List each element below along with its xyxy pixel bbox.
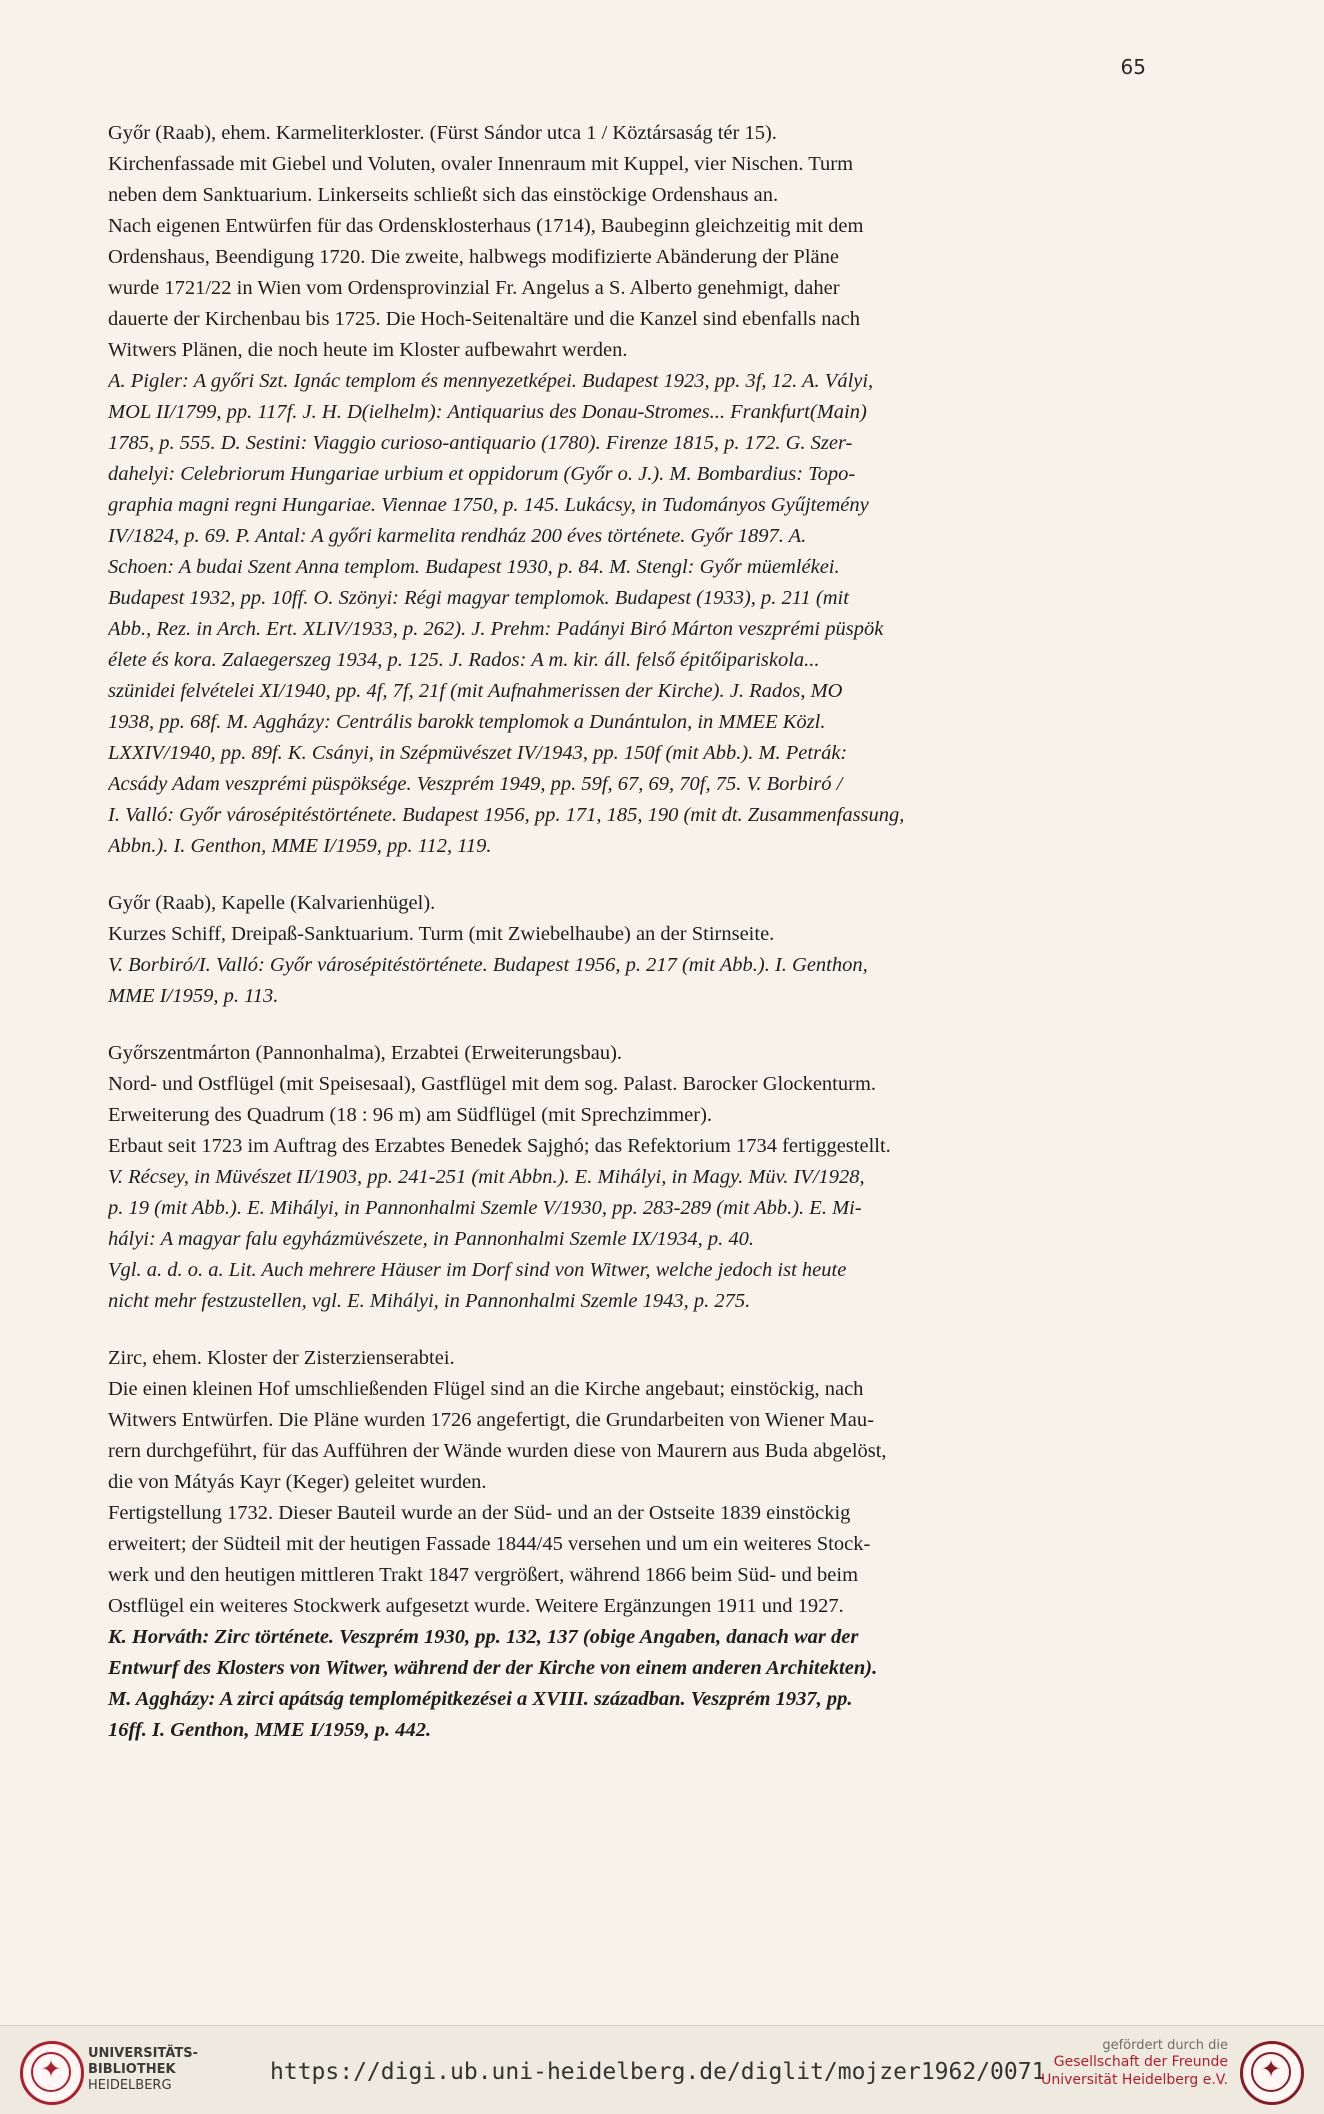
bibliography-line: V. Récsey, in Müvészet II/1903, pp. 241-251 (mit Abbn.). E. Mihályi, in Magy. Müv. IV/1928, xyxy=(108,1166,865,1188)
library-name-line: BIBLIOTHEK xyxy=(88,2062,176,2077)
bibliography-line: graphia magni regni Hungariae. Viennae 1750, p. 145. Lukácsy, in Tudományos Gyűjtemény xyxy=(108,494,869,516)
bibliography-line: dahelyi: Celebriorum Hungariae urbium et oppidorum (Győr o. J.). M. Bombardius: Topo- xyxy=(108,463,856,485)
text-line: die von Mátyás Kayr (Keger) geleitet wurden. xyxy=(108,1471,487,1493)
bibliography-line: Abbn.). I. Genthon, MME I/1959, pp. 112, 119. xyxy=(108,835,492,857)
bibliography-line: A. Pigler: A győri Szt. Ignác templom és mennyezetképei. Budapest 1923, pp. 3f, 12. A. Vályi, xyxy=(108,370,874,392)
page-body xyxy=(108,118,1200,1772)
bibliography-line: IV/1824, p. 69. P. Antal: A győri karmelita rendház 200 éves története. Győr 1897. A. xyxy=(108,525,807,547)
digitization-footer xyxy=(0,2025,1324,2114)
text-line: werk und den heutigen mittleren Trakt 1847 vergrößert, während 1866 beim Süd- und beim xyxy=(108,1564,859,1586)
entry-gyor-karmeliterkloster xyxy=(108,118,1200,862)
text-line: Nord- und Ostflügel (mit Speisesaal), Gastflügel mit dem sog. Palast. Barocker Glockenturm. xyxy=(108,1073,877,1095)
funded-by-text: gefördert durch die xyxy=(1102,2038,1228,2053)
bibliography-line: szünidei felvételei XI/1940, pp. 4f, 7f, 21f (mit Aufnahmerissen der Kirche). J. Rados, MO xyxy=(108,680,843,702)
sponsor-name-line: Gesellschaft der Freunde xyxy=(1053,2054,1228,2070)
text-line: Die einen kleinen Hof umschließenden Flügel sind an die Kirche angebaut; einstöckig, nach xyxy=(108,1378,864,1400)
bibliography-line: 1785, p. 555. D. Sestini: Viaggio curioso-antiquario (1780). Firenze 1815, p. 172. G. Szer- xyxy=(108,432,853,454)
text-line: Győr (Raab), Kapelle (Kalvarienhügel). xyxy=(108,892,436,914)
bibliography-line: Budapest 1932, pp. 10ff. O. Szönyi: Régi magyar templomok. Budapest (1933), p. 211 (mit xyxy=(108,587,849,609)
bibliography-line: V. Borbiró/I. Valló: Győr városépitéstörténete. Budapest 1956, p. 217 (mit Abb.). I. Genthon, xyxy=(108,954,868,976)
bibliography-line: Schoen: A budai Szent Anna templom. Budapest 1930, p. 84. M. Stengl: Győr müemlékei. xyxy=(108,556,840,578)
bibliography-line: MME I/1959, p. 113. xyxy=(108,985,279,1007)
text-line: Nach eigenen Entwürfen für das Ordensklosterhaus (1714), Baubeginn gleichzeitig mit dem xyxy=(108,215,864,237)
bibliography-line: I. Valló: Győr városépitéstörténete. Budapest 1956, pp. 171, 185, 190 (mit dt. Zusammenfassung, xyxy=(108,804,905,826)
text-line: Ostflügel ein weiteres Stockwerk aufgesetzt wurde. Weitere Ergänzungen 1911 und 1927. xyxy=(108,1595,844,1617)
entry-gyorszentmarton xyxy=(108,1038,1200,1317)
bibliography-line: M. Aggházy: A zirci apátság templomépitkezései a XVIII. században. Veszprém 1937, pp. xyxy=(108,1688,853,1710)
library-name-line: HEIDELBERG xyxy=(88,2078,172,2093)
bibliography-line: MOL II/1799, pp. 117f. J. H. D(ielhelm): Antiquarius des Donau-Stromes... Frankfurt(Main) xyxy=(108,401,867,423)
sponsor-name-line: Universität Heidelberg e.V. xyxy=(1041,2072,1228,2088)
bibliography-line: Entwurf des Klosters von Witwer, während der der Kirche von einem anderen Architekten). xyxy=(108,1657,878,1679)
text-line: Ordenshaus, Beendigung 1720. Die zweite, halbwegs modifizierte Abänderung der Pläne xyxy=(108,246,839,268)
text-line: Kirchenfassade mit Giebel und Voluten, ovaler Innenraum mit Kuppel, vier Nischen. Turm xyxy=(108,153,854,175)
bibliography-line: Abb., Rez. in Arch. Ert. XLIV/1933, p. 262). J. Prehm: Padányi Biró Márton veszprémi püspök xyxy=(108,618,884,640)
bibliography-line: nicht mehr festzustellen, vgl. E. Mihályi, in Pannonhalmi Szemle 1943, p. 275. xyxy=(108,1290,751,1312)
text-line: wurde 1721/22 in Wien vom Ordensprovinzial Fr. Angelus a S. Alberto genehmigt, daher xyxy=(108,277,840,299)
bibliography-line: Vgl. a. d. o. a. Lit. Auch mehrere Häuser im Dorf sind von Witwer, welche jedoch ist heute xyxy=(108,1259,847,1281)
bibliography-line: 1938, pp. 68f. M. Aggházy: Centrális barokk templomok a Dunántulon, in MMEE Közl. xyxy=(108,711,826,733)
page-number: 65 xyxy=(1120,55,1146,79)
library-name-line: UNIVERSITÄTS- xyxy=(88,2046,198,2061)
text-line: Győr (Raab), ehem. Karmeliterkloster. (Fürst Sándor utca 1 / Köztársaság tér 15). xyxy=(108,122,777,144)
text-line: Kurzes Schiff, Dreipaß-Sanktuarium. Turm (mit Zwiebelhaube) an der Stirnseite. xyxy=(108,923,775,945)
text-line: Erweiterung des Quadrum (18 : 96 m) am Südflügel (mit Sprechzimmer). xyxy=(108,1104,713,1126)
entry-zirc xyxy=(108,1343,1200,1746)
bibliography-line: élete és kora. Zalaegerszeg 1934, p. 125. J. Rados: A m. kir. áll. felső épitőipariskola... xyxy=(108,649,820,671)
bibliography-line: 16ff. I. Genthon, MME I/1959, p. 442. xyxy=(108,1719,432,1741)
text-line: Witwers Plänen, die noch heute im Kloster aufbewahrt werden. xyxy=(108,339,628,361)
text-line: erweitert; der Südteil mit der heutigen Fassade 1844/45 versehen und um ein weiteres Stock- xyxy=(108,1533,871,1555)
bibliography-line: K. Horváth: Zirc története. Veszprém 1930, pp. 132, 137 (obige Angaben, danach war der xyxy=(108,1626,859,1648)
text-line: Győrszentmárton (Pannonhalma), Erzabtei (Erweiterungsbau). xyxy=(108,1042,623,1064)
entry-gyor-kapelle xyxy=(108,888,1200,1012)
text-line: Fertigstellung 1732. Dieser Bauteil wurde an der Süd- und an der Ostseite 1839 einstöckig xyxy=(108,1502,851,1524)
sponsor-block xyxy=(973,2038,1228,2089)
society-seal-icon xyxy=(1240,2041,1304,2105)
text-line: Zirc, ehem. Kloster der Zisterzienserabtei. xyxy=(108,1347,455,1369)
text-line: Witwers Entwürfen. Die Pläne wurden 1726 angefertigt, die Grundarbeiten von Wiener Mau- xyxy=(108,1409,874,1431)
text-line: Erbaut seit 1723 im Auftrag des Erzabtes Benedek Sajghó; das Refektorium 1734 fertiggestellt. xyxy=(108,1135,891,1157)
text-line: dauerte der Kirchenbau bis 1725. Die Hoch-Seitenaltäre und die Kanzel sind ebenfalls nach xyxy=(108,308,860,330)
bibliography-line: hályi: A magyar falu egyházmüvészete, in Pannonhalmi Szemle IX/1934, p. 40. xyxy=(108,1228,755,1250)
permalink-url[interactable]: https://digi.ub.uni-heidelberg.de/diglit/mojzer1962/0071 xyxy=(270,2059,1046,2085)
bibliography-line: LXXIV/1940, pp. 89f. K. Csányi, in Szépmüvészet IV/1943, pp. 150f (mit Abb.). M. Petrák: xyxy=(108,742,848,764)
library-name xyxy=(88,2046,198,2094)
university-seal-icon xyxy=(20,2041,84,2105)
bibliography-line: p. 19 (mit Abb.). E. Mihályi, in Pannonhalmi Szemle V/1930, pp. 283-289 (mit Abb.). E. Mi- xyxy=(108,1197,862,1219)
bibliography-line: Acsády Adam veszprémi püspöksége. Veszprém 1949, pp. 59f, 67, 69, 70f, 75. V. Borbiró / xyxy=(108,773,843,795)
text-line: neben dem Sanktuarium. Linkerseits schließt sich das einstöckige Ordenshaus an. xyxy=(108,184,779,206)
text-line: rern durchgeführt, für das Aufführen der Wände wurden diese von Maurern aus Buda abgelöst, xyxy=(108,1440,887,1462)
